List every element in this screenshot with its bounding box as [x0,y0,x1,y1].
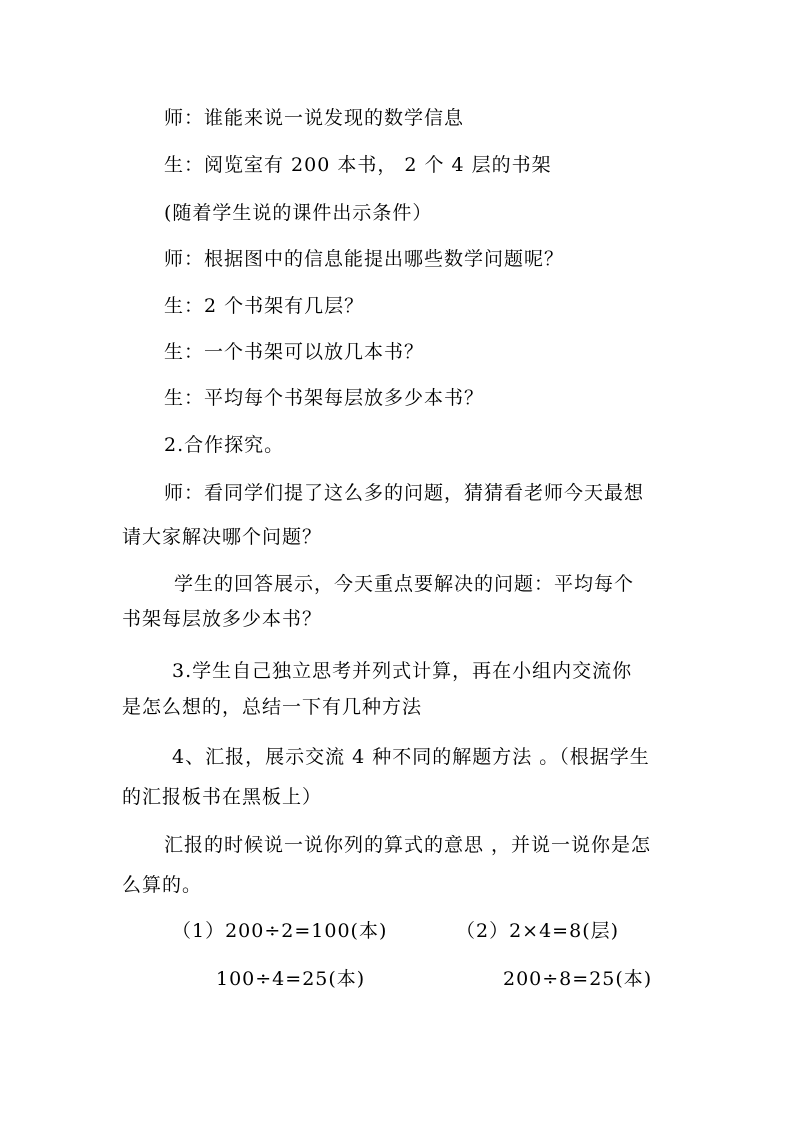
method-2-step-1: （2）2×4=8(层) [456,920,620,942]
paragraph-student-display-line-2: 书架每层放多少本书？ [122,608,323,630]
paragraph-independent-thinking-line-1: 3.学生自己独立思考并列式计算，再在小组内交流你 [172,660,633,682]
method-1-step-2: 100÷4=25(本) [216,968,366,990]
paragraph-teacher-prompt-line-1: 师：看同学们提了这么多的问题，猜猜看老师今天最想 [164,482,645,504]
paragraph-student-answer-1: 生：阅览室有 200 本书， 2 个 4 层的书架 [164,154,552,176]
method-1-step-1: （1）200÷2=100(本) [172,920,388,942]
paragraph-student-question-1: 生：2 个书架有几层？ [164,295,365,317]
paragraph-student-question-2: 生：一个书架可以放几本书？ [164,341,425,363]
method-2-step-2: 200÷8=25(本) [503,968,653,990]
paragraph-student-display-line-1: 学生的回答展示，今天重点要解决的问题：平均每个 [174,573,635,595]
paragraph-teacher-question-2: 师：根据图中的信息能提出哪些数学问题呢？ [164,248,565,270]
paragraph-report-line-2: 的汇报板书在黑板上） [122,786,323,808]
paragraph-teacher-prompt-line-2: 请大家解决哪个问题？ [122,526,323,548]
paragraph-independent-thinking-line-2: 是怎么想的，总结一下有几种方法 [122,696,423,718]
paragraph-teacher-question-1: 师：谁能来说一说发现的数学信息 [164,107,465,129]
paragraph-explain-line-1: 汇报的时候说一说你列的算式的意思 ，并说一说你是怎 [164,834,652,856]
paragraph-explain-line-2: 么算的。 [122,874,203,896]
paragraph-stage-direction: (随着学生说的课件出示条件） [164,202,433,224]
paragraph-student-question-3: 生：平均每个书架每层放多少本书？ [164,387,485,409]
section-heading-cooperative-inquiry: 2.合作探究。 [164,434,285,456]
paragraph-report-line-1: 4、汇报，展示交流 4 种不同的解题方法 。（根据学生 [172,746,650,768]
